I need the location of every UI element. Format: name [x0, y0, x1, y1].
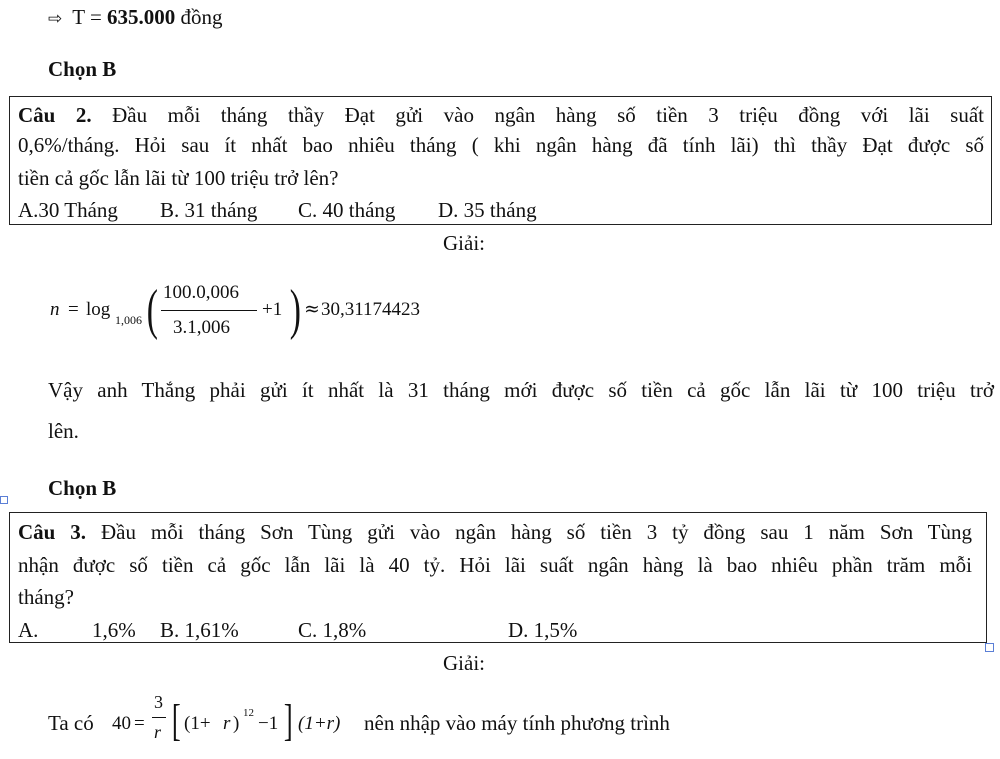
left-paren-icon: ( [146, 279, 158, 341]
formula-fraction [161, 283, 257, 343]
solution-label-2: Giải: [443, 651, 485, 675]
question-2-line-1: Câu 2. Đầu mỗi tháng thầy Đạt gửi vào ngân hàng số tiền 3 triệu đồng với lãi suất [18, 103, 985, 127]
question-2-option-a: A.30 Tháng [18, 198, 118, 222]
formula-log-word: log [86, 299, 111, 320]
question-3-line-3: tháng? [18, 585, 74, 609]
result-unit: đồng [175, 5, 223, 29]
formula2-inner-close: ) [233, 713, 240, 734]
choose-answer-2: Chọn B [48, 476, 117, 500]
formula2-minus-one: −1 [258, 713, 279, 734]
formula2-numerator: 3 [154, 692, 163, 712]
formula2-fraction [152, 693, 166, 753]
conclusion-line-2: lên. [48, 419, 79, 443]
resize-handle-icon[interactable] [985, 643, 994, 652]
left-bracket-icon: [ [171, 696, 181, 745]
question-3-option-a-label: A. [18, 618, 39, 642]
question-2-line-3: tiền cả gốc lẫn lãi từ 100 triệu trở lên? [18, 166, 339, 190]
solution-label-1: Giải: [443, 231, 485, 255]
question-2-option-d: D. 35 tháng [438, 198, 537, 222]
question-2-label: Câu 2. [18, 103, 92, 127]
formula-log-base: 1,006 [115, 313, 142, 327]
fraction-bar [152, 717, 166, 718]
formula-approx: ≈ [304, 298, 320, 320]
result-prefix: T = [72, 5, 108, 29]
move-handle-icon[interactable] [0, 496, 8, 504]
question-2-line-2: 0,6%/tháng. Hỏi sau ít nhất bao nhiêu tháng ( khi ngân hàng đã tính lãi) thì thầy Đạt được số [18, 133, 984, 157]
formula-denominator: 3.1,006 [173, 317, 230, 338]
formula2-lhs: 40 [112, 713, 131, 734]
formula2-denominator: r [154, 722, 162, 742]
question-3-option-c: C. 1,8% [298, 618, 367, 642]
formula-result: 30,31174423 [321, 299, 421, 320]
question-3-label: Câu 3. [18, 520, 87, 544]
formula2-r: r [223, 713, 231, 734]
question-3-line-2: nhận được số tiền cả gốc lẫn lãi là 40 tỷ. Hỏi lãi suất ngân hàng là bao nhiêu phần trăm mỗi [18, 553, 972, 577]
formula-eq: = [68, 299, 79, 320]
formula2-eq: = [134, 713, 145, 734]
question-3-option-a-value: 1,6% [92, 618, 136, 642]
question-3-line-1: Câu 3. Đầu mỗi tháng Sơn Tùng gửi vào ngân hàng số tiền 3 tỷ đồng sau 1 năm Sơn Tùng [18, 520, 973, 544]
question-3-option-b: B. 1,61% [160, 618, 239, 642]
result-line [48, 7, 223, 28]
question-3-option-d: D. 1,5% [508, 618, 578, 642]
result-value: 635.000 [107, 5, 176, 29]
right-paren-icon: ) [289, 279, 301, 341]
conclusion-line-1: Vậy anh Thắng phải gửi ít nhất là 31 tháng mới được số tiền cả gốc lẫn lãi từ 100 triệu trở [48, 378, 994, 402]
right-bracket-icon: ] [283, 696, 293, 745]
question-2-option-c: C. 40 tháng [298, 198, 396, 222]
formula2-tail: (1+r) [298, 713, 341, 734]
formula2-prefix: Ta có [48, 711, 94, 735]
formula2-exponent: 12 [243, 707, 254, 719]
choose-answer-1: Chọn B [48, 57, 117, 81]
fraction-bar [161, 310, 257, 311]
formula-lhs: n [50, 299, 60, 320]
formula-numerator: 100.0,006 [163, 282, 239, 303]
formula2-suffix: nên nhập vào máy tính phương trình [364, 711, 670, 735]
arrow-right-icon: ⇨ [48, 9, 63, 29]
question-2-option-b: B. 31 tháng [160, 198, 258, 222]
formula-plus-one: +1 [262, 299, 283, 320]
formula2-inner-open: (1+ [184, 713, 211, 734]
